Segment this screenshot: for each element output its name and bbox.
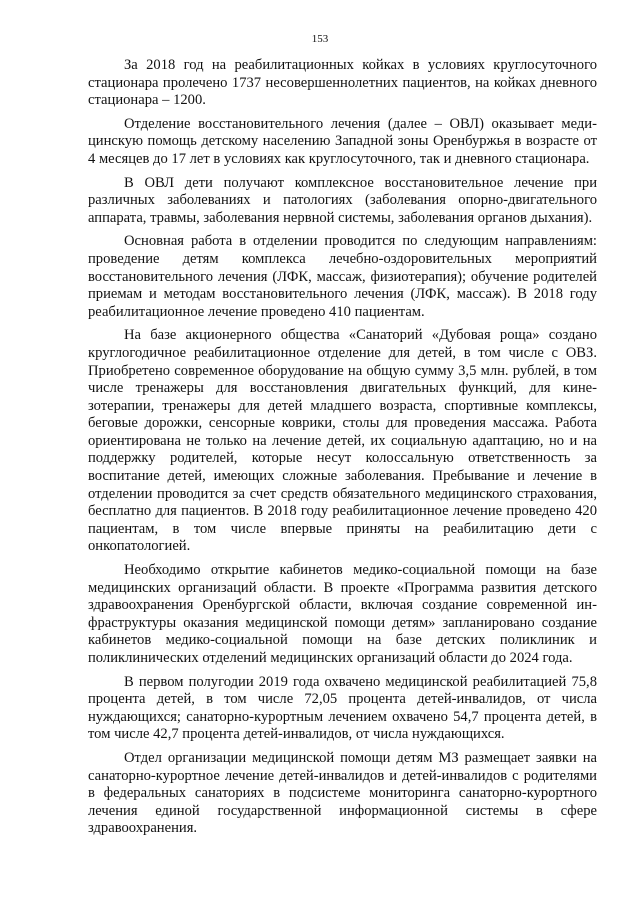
paragraph-medico-social-offices: Необходимо открытие кабинетов медико-социальной помощи на базе медицинских организаций области. В проекте «Программа развития детского здравоохранения Оренбургской области, включая создание современной инфраструктуры оказания медицинской помощи детям» запланировано создание кабинетов медико-социальной помощи на базе детских поликлиник и поликлинических отделений медицинских организаций области до 2024 года. — [88, 562, 597, 666]
paragraph-main-directions: Основная работа в отделении проводится по следующим направлениям: проведение детям комплекса лечебно-оздоровительных мероприятий восстановительного лечения (ЛФК, массаж, физиотерапия); обучение родителей приемам и методам восстановительного лечения (ЛФК, массаж). В 2018 году реабилитационное лечение проведено 410 пациентам. — [88, 233, 597, 320]
paragraph-rehab-beds-2018: За 2018 год на реабилитационных койках в условиях круглосуточного стационара пролечено 1737 несовершеннолетних пациентов, на койках дневного стационара – 1200. — [88, 57, 597, 109]
paragraph-ovl-treatment: В ОВЛ дети получают комплексное восстановительное лечение при различных заболеваниях и патологиях (заболевания опорно-двигательного аппарата, травмы, заболевания нервной системы, заболевания органов дыхания). — [88, 174, 597, 226]
paragraph-sanatorium-applications: Отдел организации медицинской помощи детям МЗ размещает заявки на санаторно-курортное лечение детей-инвалидов и детей-инвалидов с родителями в федеральных санаториях в подсистеме мониторинга санаторно-курортного лечения единой государственной информационной системы в сфере здравоохранения. — [88, 749, 597, 837]
paragraph-first-half-2019: В первом полугодии 2019 года охвачено медицинской реабилитацией 75,8 процента детей, в том числе 72,05 процента детей-инвалидов, от числа нуждающихся; санаторно-курортным лечением охвачено 54,7 процента детей, в том числе 42,7 процента детей-инвалидов, от числа нуждающихся. — [88, 673, 597, 743]
paragraph-ovl-department: Отделение восстановительного лечения (далее – ОВЛ) оказывает медицинскую помощь детскому населению Западной зоны Оренбуржья в возрасте от 4 месяцев до 17 лет в условиях как круглосуточного, так и дневного стационара. — [88, 115, 597, 167]
paragraph-sanatorium-dubovaya-roshcha: На базе акционерного общества «Санаторий «Дубовая роща» создано круглогодичное реабилитационное отделение для детей, в том числе с ОВЗ. Приобретено современное оборудование на общую сумму 3,5 млн. рублей, в том числе тренажеры для восстановления двигательных функций, для кинезотерапии, тренажеры для детей младшего возраста, спортивные комплексы, беговые дорожки, сенсорные коврики, столы для проведения массажа. Работа ориентирована не только на лечение детей, их социальную адаптацию, но и на поддержку родителей, которые несут колоссальную ответственность за воспитание детей, имеющих сложные заболевания. Пребывание и лечение в отделении проводится за счет средств обязательного медицинского страхования, бесплатно для пациентов. В 2018 году реабилитационное лечение проведено 420 пациентам, в том числе впервые приняты на реабилитацию дети с онкопатологией. — [88, 327, 597, 555]
page-number: 153 — [311, 33, 329, 45]
document-body — [88, 57, 597, 838]
